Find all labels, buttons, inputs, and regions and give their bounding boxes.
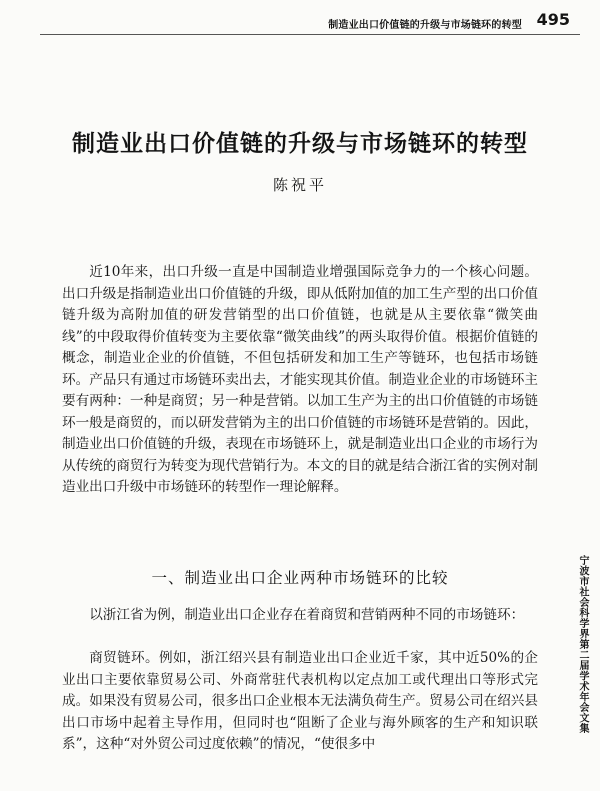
- page-number: 495: [536, 10, 570, 29]
- section-heading: 一、制造业出口企业两种市场链环的比较: [151, 569, 449, 587]
- header-rule: [40, 34, 580, 35]
- running-header: [0, 10, 600, 32]
- side-note-vertical: 宁波市社会科学界第二届学术年会文集: [577, 555, 588, 734]
- article-title: 制造业出口价值链的升级与市场链环的转型: [72, 130, 528, 157]
- body-paragraph-2: 商贸链环。例如，浙江绍兴县有制造业出口企业近千家，其中近50%的企业出口主要依靠贸易公司、外商常驻代表机构以定点加工或代理出口等形式完成。如果没有贸易公司，很多出口企业根本无法满负荷生产。贸易公司在绍兴县出口市场中起着主导作用，但同时也“阻断了企业与海外顾客的生产和知识联系”，这种“对外贸公司过度依赖”的情况，“使很多中: [62, 650, 538, 752]
- abstract-paragraph: 近10年来，出口升级一直是中国制造业增强国际竞争力的一个核心问题。出口升级是指制造业出口价值链的升级，即从低附加值的加工生产型的出口价值链升级为高附加值的研发营销型的出口价值链，也就是从主要依靠“微笑曲线”的中段取得价值转变为主要依靠“微笑曲线”的两头取得价值。根据价值链的概念，制造业企业的价值链，不但包括研发和加工生产等链环，也包括市场链环。产品只有通过市场链环卖出去，才能实现其价值。制造业企业的市场链环主要有两种：一种是商贸；另一种是营销。以加工生产为主的出口价值链的市场链环一般是商贸的，而以研发营销为主的出口价值链的市场链环是营销的。因此，制造业出口价值链的升级，表现在市场链环上，就是制造业出口企业的市场行为从传统的商贸行为转变为现代营销行为。本文的目的就是结合浙江省的实例对制造业出口升级中市场链环的转型作一理论解释。: [62, 264, 538, 495]
- body-paragraph-1: 以浙江省为例，制造业出口企业存在着商贸和营销两种不同的市场链环：: [89, 607, 525, 623]
- running-title: 制造业出口价值链的升级与市场链环的转型: [328, 20, 522, 31]
- author-name: 陈祝平: [272, 176, 327, 194]
